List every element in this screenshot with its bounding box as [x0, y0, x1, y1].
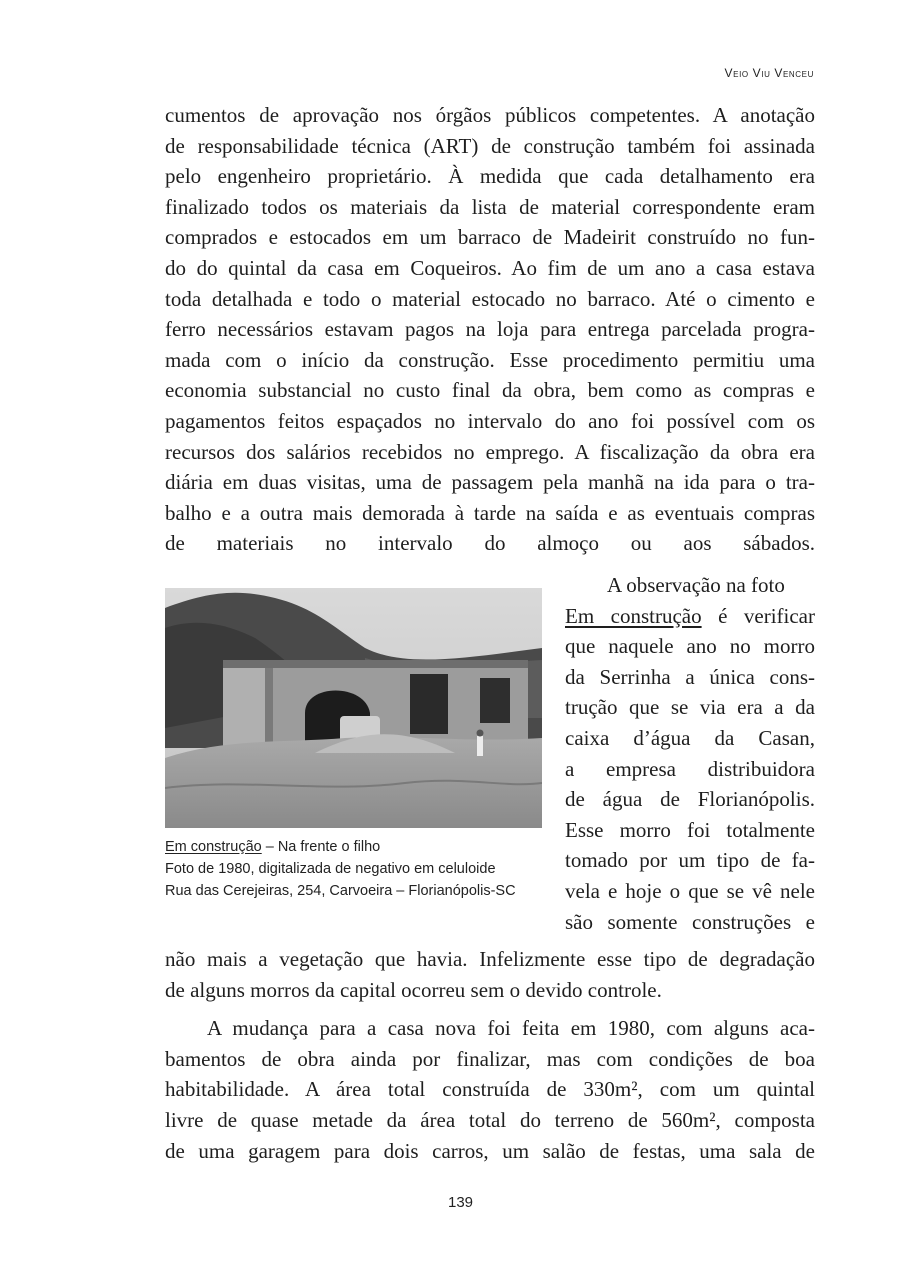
paragraph-2-line: de alguns morros da capital ocorreu sem o devido controle.: [165, 977, 662, 1002]
paragraph-1-line: economia substancial no custo final da obra, bem como as compras e: [165, 378, 815, 403]
caption-title: Em construção: [165, 839, 262, 855]
page-number: 139: [447, 1194, 474, 1211]
paragraph-1: [165, 100, 815, 559]
paragraph-1-line: finalizado todos os materiais da lista de material correspondente eram: [165, 194, 815, 219]
figure: [165, 588, 542, 902]
paragraph-2-side-column: [565, 570, 815, 937]
paragraph-2-line: trução que se via era a da: [565, 695, 815, 720]
paragraph-1-line: pagamentos feitos espaçados no intervalo do ano foi possível com os: [165, 408, 815, 433]
paragraph-1-line: pelo engenheiro proprietário. À medida que cada detalhamento era: [165, 164, 815, 189]
caption-line-3: Rua das Cerejeiras, 254, Carvoeira – Florianópolis-SC: [165, 883, 516, 899]
paragraph-1-line: cumentos de aprovação nos órgãos públicos competentes. A anotação: [165, 103, 815, 127]
caption-line-1: [165, 836, 542, 858]
caption-title-rest: – Na frente o filho: [261, 839, 381, 855]
paragraph-1-line: toda detalhada e todo o material estocado no barraco. Até o cimento e: [165, 286, 815, 311]
paragraph-2-line-rest: é verificar: [701, 603, 815, 628]
paragraph-1-line: de materiais no intervalo do almoço ou aos sábados.: [165, 531, 815, 556]
paragraph-2-line: caixa d’água da Casan,: [565, 725, 815, 750]
paragraph-2-line: a empresa distribuidora: [565, 756, 815, 781]
paragraph-2-line: de água de Florianópolis.: [565, 787, 815, 812]
paragraph-1-line: balho e a outra mais demorada à tarde na saída e as eventuais compras: [165, 500, 815, 525]
paragraph-2-line: da Serrinha a única cons-: [565, 664, 815, 689]
paragraph-3-line: livre de quase metade da área total do terreno de 560m², composta: [165, 1107, 815, 1132]
paragraph-2-line: são somente construções e: [565, 909, 815, 934]
paragraph-2-line: que naquele ano no morro: [565, 634, 815, 659]
paragraph-3-line: bamentos de obra ainda por finalizar, mas com condições de boa: [165, 1046, 815, 1071]
paragraph-2-line: A observação na foto: [607, 573, 785, 597]
paragraph-1-line: mada com o início da construção. Esse procedimento permitiu uma: [165, 347, 815, 372]
construction-photo: [165, 588, 542, 828]
paragraph-2-line: não mais a vegetação que havia. Infelizmente esse tipo de degradação: [165, 947, 815, 971]
paragraph-3-line: A mudança para a casa nova foi feita em 1980, com alguns aca-: [207, 1016, 815, 1041]
running-head: Veio Viu Venceu: [724, 66, 814, 80]
paragraph-3-line: de uma garagem para dois carros, um salão de festas, uma sala de: [165, 1138, 815, 1163]
paragraph-2-line: tomado por um tipo de fa-: [565, 848, 815, 873]
photo-caption: [165, 836, 542, 902]
paragraph-1-line: recursos dos salários recebidos no emprego. A fiscalização da obra era: [165, 439, 815, 464]
paragraph-1-line: comprados e estocados em um barraco de Madeirit construído no fun-: [165, 225, 815, 250]
paragraph-1-line: de responsabilidade técnica (ART) de construção também foi assinada: [165, 133, 815, 158]
paragraph-1-line: do do quintal da casa em Coqueiros. Ao fim de um ano a casa estava: [165, 255, 815, 280]
paragraph-2-line: [565, 601, 815, 632]
paragraph-1-line: ferro necessários estavam pagos na loja para entrega parcelada progra-: [165, 317, 815, 342]
paragraph-2-line: vela e hoje o que se vê nele: [565, 878, 815, 903]
paragraph-1-line: diária em duas visitas, uma de passagem pela manhã na ida para o tra-: [165, 470, 815, 495]
caption-line-2: Foto de 1980, digitalizada de negativo em celuloide: [165, 861, 496, 877]
body-bottom: [165, 944, 815, 1166]
photo-reference: Em construção: [565, 603, 702, 628]
paragraph-3-line: habitabilidade. A área total construída de 330m², com um quintal: [165, 1077, 815, 1102]
paragraph-2-line: Esse morro foi totalmente: [565, 817, 815, 842]
